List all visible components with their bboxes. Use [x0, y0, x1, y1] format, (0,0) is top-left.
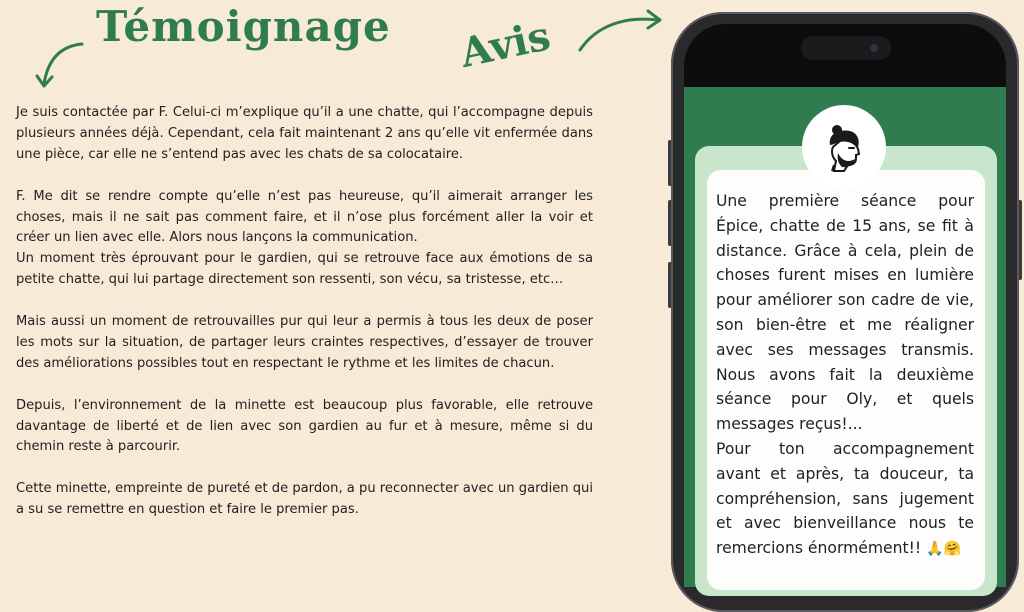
curved-arrow-down-icon [34, 38, 90, 94]
testimony-paragraph: Mais aussi un moment de retrouvailles pur qui leur a permis à tous les deux de poser les mots sur la situation, de partager leurs craintes respectives, d’essayer de trouver des améliorations possibles tout en respectant le rythme et les limites de chacun. [16, 314, 593, 371]
testimony-paragraph: Cette minette, empreinte de pureté et de pardon, a pu reconnecter avec un gardien qui a su se remettre en question et faire le premier pas. [16, 481, 593, 518]
reviews-title: Avis [456, 12, 555, 77]
testimony-text [16, 103, 593, 521]
testimony-paragraph: F. Me dit se rendre compte qu’elle n’est pas heureuse, qu’il aimerait arranger les choses, mais il ne sait pas comment faire, et il n’ose plus forcément aller la voir et créer un lien avec elle. Alors nous lançons la communication. [16, 188, 593, 246]
curved-arrow-right-icon [576, 6, 666, 56]
review-text [716, 189, 974, 562]
reviewer-avatar [802, 105, 886, 189]
testimony-paragraph: Je suis contactée par F. Celui-ci m’explique qu’il a une chatte, qui l’accompagne depuis plusieurs années déjà. Cependant, cela fait maintenant 2 ans qu’elle vit enfermée dans une pièce, car elle ne s’entend pas avec les chats de sa colocataire. [16, 105, 593, 162]
review-paragraph: Pour ton accompagnement avant et après, ta douceur, ta compréhension, sans jugement et avec bienveillance nous te remercions énormément!! [716, 439, 974, 558]
review-paragraph: Une première séance pour Épice, chatte de 15 ans, se fit à distance. Grâce à cela, plein de choses furent mises en lumière pour améliorer son cadre de vie, son bien-être et me réaligner avec ses messages transmis. Nous avons fait la deuxième séance pour Oly, et quels messages reçus!... [716, 192, 974, 434]
emoji-icon: 🙏🤗 [926, 541, 961, 558]
page-title: Témoignage [96, 2, 391, 51]
camera-icon [870, 44, 878, 52]
man-bun-beard-avatar-icon [818, 121, 870, 173]
testimony-paragraph: Un moment très éprouvant pour le gardien, qui se retrouve face aux émotions de sa petite chatte, qui lui partage directement son ressenti, son vécu, sa tristesse, etc… [16, 251, 593, 288]
testimony-paragraph: Depuis, l’environnement de la minette est beaucoup plus favorable, elle retrouve davantage de liberté et de lien avec son gardien au fur et à mesure, même si du chemin reste à parcourir. [16, 397, 593, 455]
